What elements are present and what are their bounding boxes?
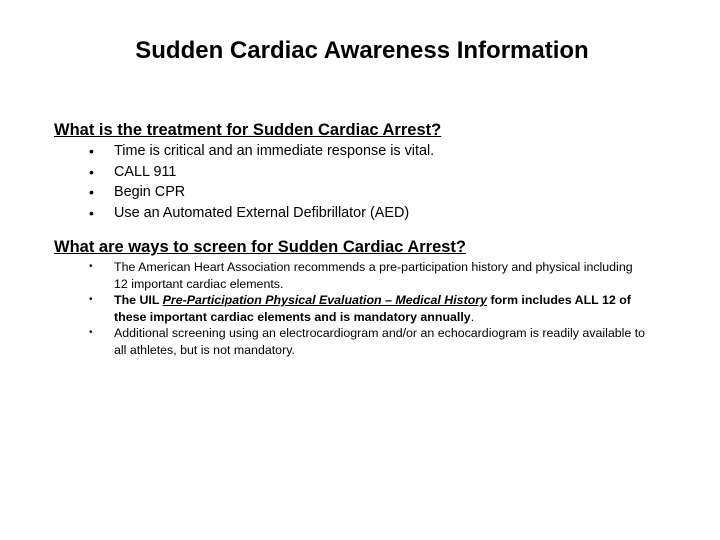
bullet-icon: •	[89, 184, 94, 200]
bullet-icon: •	[89, 294, 93, 306]
list-item-text: Use an Automated External Defibrillator (AED)	[114, 204, 410, 221]
list-item	[0, 292, 649, 325]
bullet-icon: •	[89, 143, 94, 159]
list-item-text: Begin CPR	[114, 184, 186, 200]
section-heading-treatment: What is the treatment for Sudden Cardiac Arrest?	[54, 121, 442, 139]
bullet-icon: •	[89, 163, 94, 180]
list-item	[0, 203, 654, 224]
screening-list	[0, 259, 649, 359]
list-item-text: CALL 911	[114, 163, 177, 180]
uil-form-name: Pre-Participation Physical Evaluation – Medical History	[162, 293, 487, 308]
list-item	[0, 182, 654, 203]
list-item-text: The American Heart Association recommends a pre-participation history and physical including 12 important cardiac elements.	[114, 260, 633, 291]
list-item-text: Additional screening using an electrocardiogram and/or an echocardiogram is readily available to all athletes, but is not mandatory.	[114, 326, 646, 357]
list-item	[0, 141, 654, 162]
bullet-icon: •	[89, 261, 93, 272]
bullet-icon: •	[89, 327, 93, 339]
uil-form-prefix: The UIL	[114, 293, 163, 308]
section-heading-screening: What are ways to screen for Sudden Cardiac Arrest?	[54, 238, 467, 256]
bullet-icon: •	[89, 204, 94, 221]
uil-form-suffix: form includes ALL 12 of these important cardiac elements and is mandatory annually	[114, 293, 631, 324]
treatment-list	[0, 141, 654, 223]
list-item	[0, 259, 649, 292]
uil-form-end: .	[470, 309, 475, 324]
page-title: Sudden Cardiac Awareness Information	[135, 37, 589, 64]
list-item-text: Time is critical and an immediate response is vital.	[114, 143, 435, 159]
list-item	[0, 162, 654, 183]
list-item	[0, 325, 649, 358]
